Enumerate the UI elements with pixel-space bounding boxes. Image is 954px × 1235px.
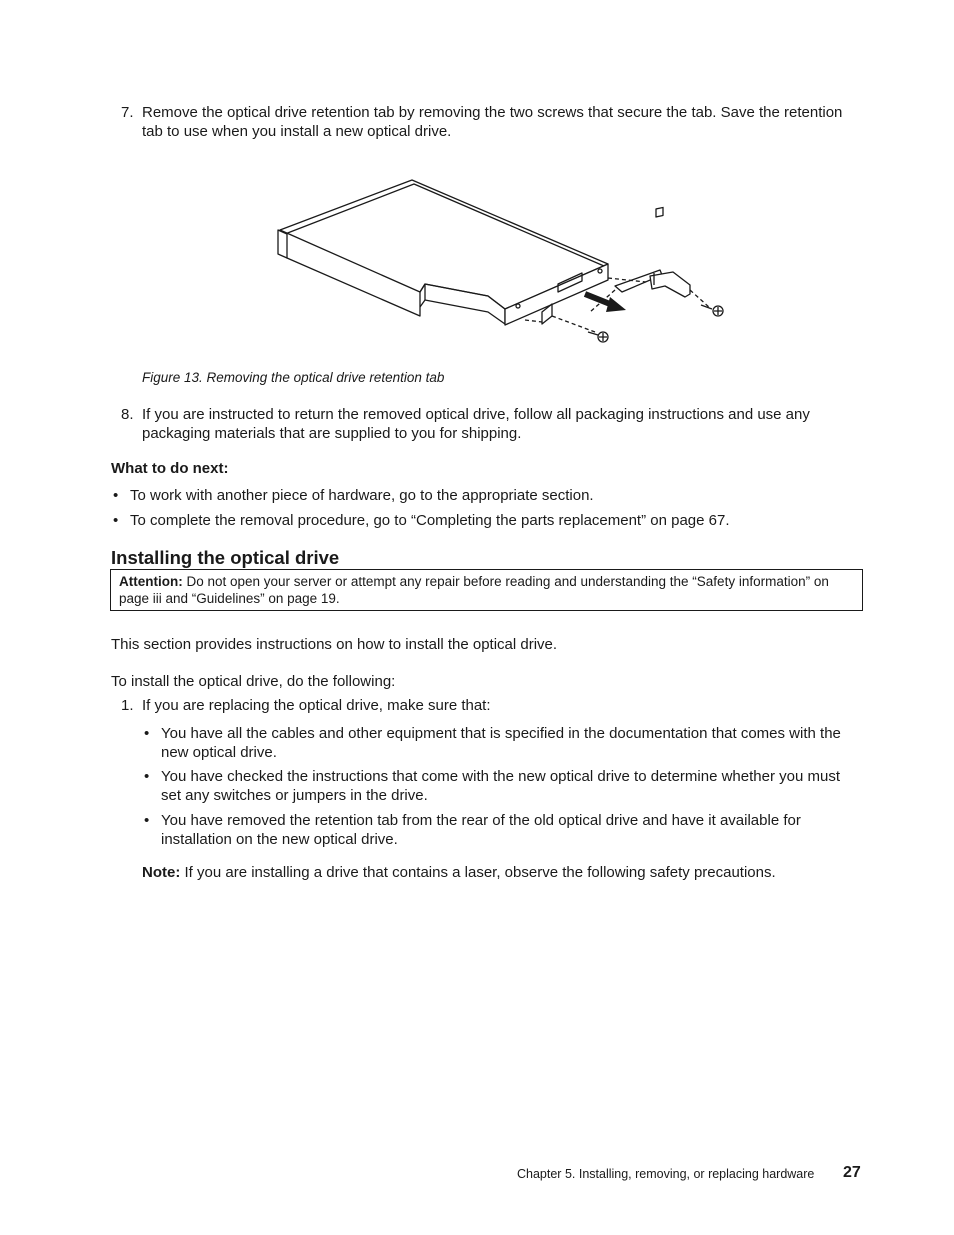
page-number: 27	[843, 1164, 861, 1181]
step-1-number: 1.	[121, 697, 134, 714]
section-intro: This section provides instructions on how to install the optical drive.	[111, 636, 558, 653]
footer-chapter: Chapter 5. Installing, removing, or replacing hardware	[517, 1167, 815, 1181]
note-label: Note:	[142, 864, 181, 881]
step-8-text: If you are instructed to return the removed optical drive, follow all packaging instructions and use any packaging materials that are supplied to you for shipping.	[142, 406, 810, 442]
step-7-text: Remove the optical drive retention tab by removing the two screws that secure the tab. Save the retention tab to use when you install a new optical drive.	[142, 104, 843, 140]
what-to-do-next-heading: What to do next:	[111, 460, 229, 477]
note-text: If you are installing a drive that contains a laser, observe the following safety precautions.	[180, 864, 776, 881]
figure-caption: Figure 13. Removing the optical drive retention tab	[142, 370, 445, 385]
section-title: Installing the optical drive	[111, 547, 340, 568]
step-8-number: 8.	[121, 406, 134, 423]
optical-drive-illustration	[270, 172, 740, 352]
attention-text: Do not open your server or attempt any repair before reading and understanding the “Safety information” on page iii and “Guidelines” on page 19.	[119, 574, 829, 606]
bullet-icon: •	[113, 487, 119, 504]
next-item-1: To work with another piece of hardware, go to the appropriate section.	[130, 487, 594, 504]
note	[142, 863, 852, 882]
sub-item-1: You have all the cables and other equipment that is specified in the documentation that comes with the new optical drive.	[161, 725, 841, 761]
next-item-2: To complete the removal procedure, go to “Completing the parts replacement” on page 67.	[130, 512, 730, 529]
step-7-number: 7.	[121, 104, 134, 121]
bullet-icon: •	[144, 768, 150, 785]
attention-box	[110, 569, 863, 611]
step-1-text: If you are replacing the optical drive, make sure that:	[142, 697, 491, 714]
sub-item-3: You have removed the retention tab from the rear of the old optical drive and have it available for installation on the new optical drive.	[161, 812, 801, 848]
bullet-icon: •	[113, 512, 119, 529]
bullet-icon: •	[144, 812, 150, 829]
section-lead: To install the optical drive, do the following:	[111, 673, 396, 690]
attention-label: Attention:	[119, 574, 183, 589]
bullet-icon: •	[144, 725, 150, 742]
sub-item-2: You have checked the instructions that come with the new optical drive to determine whether you must set any switches or jumpers in the drive.	[161, 768, 840, 804]
